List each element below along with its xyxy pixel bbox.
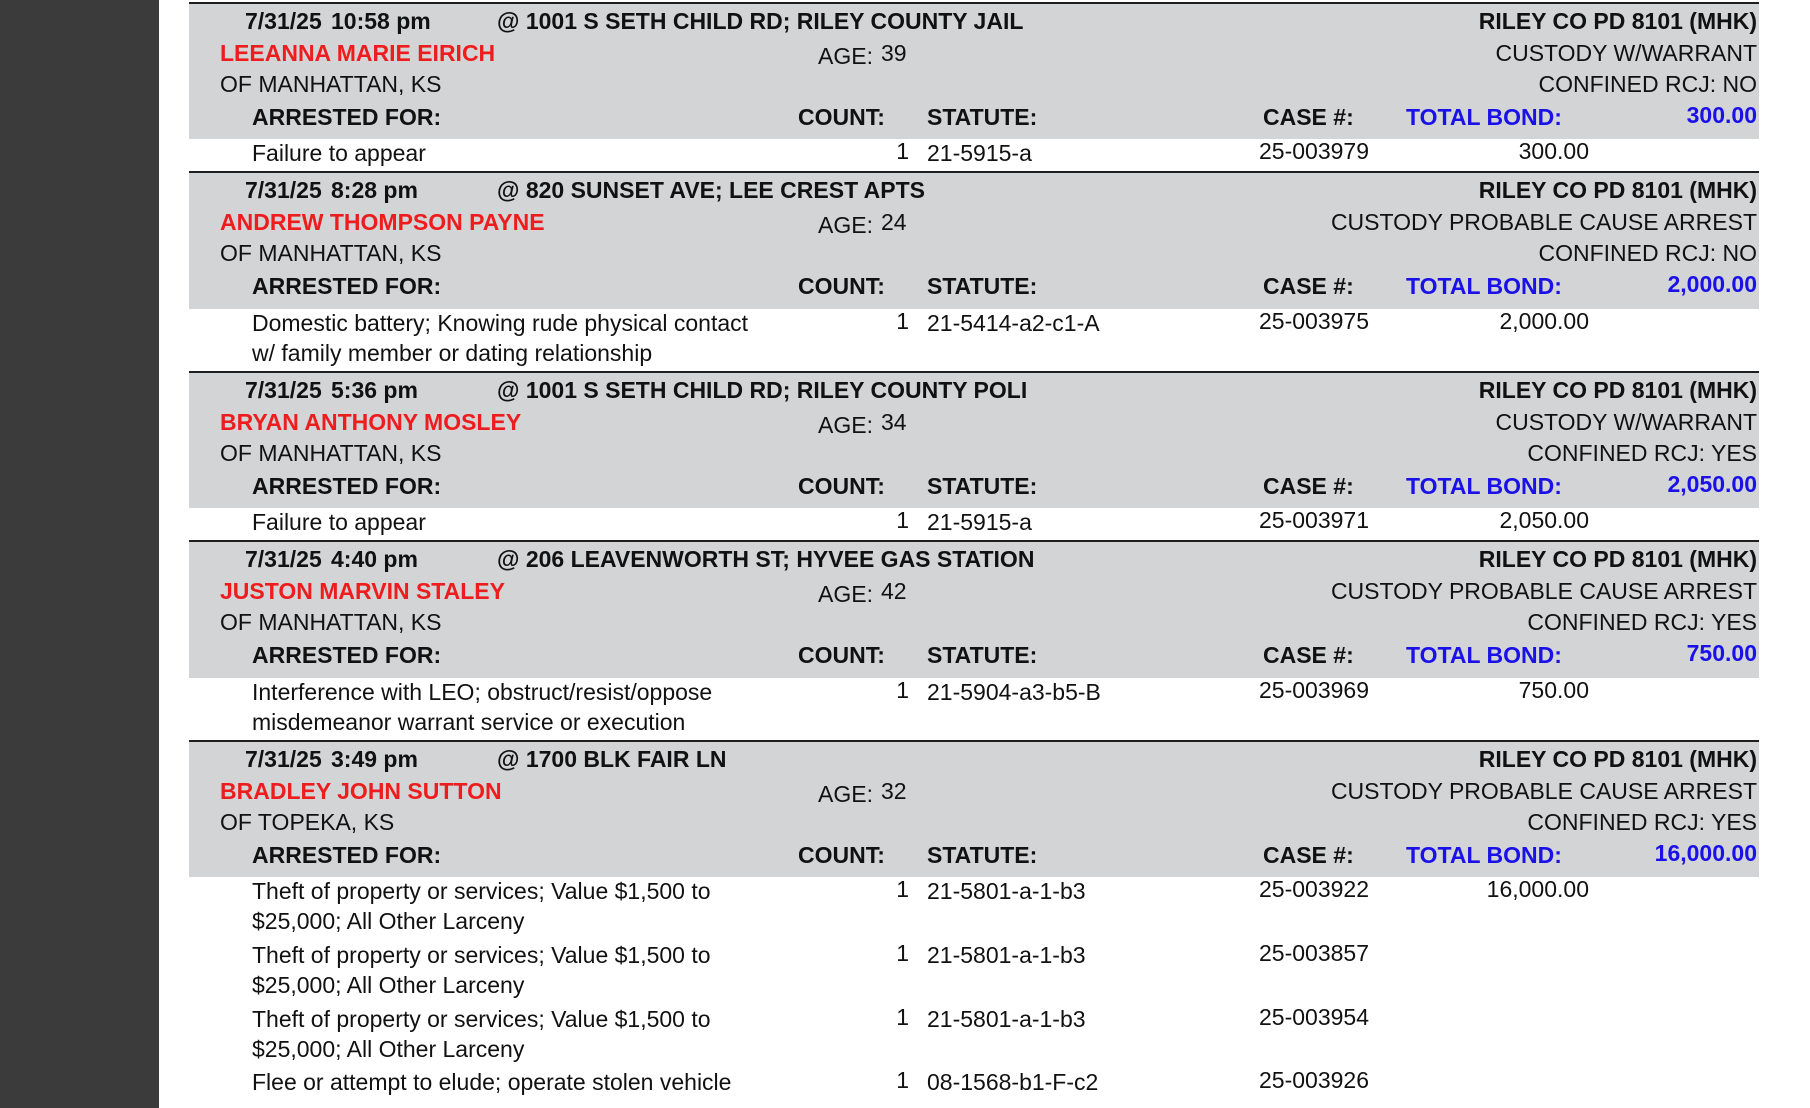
agency: RILEY CO PD 8101 (MHK) (1478, 746, 1757, 772)
charge-description: Failure to appear (252, 140, 426, 166)
arrest-time: 10:58 pm (331, 8, 431, 34)
age-label: AGE: (818, 581, 873, 607)
charge-bond: 2,000.00 (1499, 308, 1589, 334)
charge-description: Flee or attempt to elude; operate stolen vehicle (252, 1069, 732, 1095)
charge-statute: 21-5801-a-1-b3 (927, 878, 1086, 904)
total-bond-label: TOTAL BOND: (1406, 642, 1562, 668)
charge-case-number: 25-003926 (1259, 1067, 1369, 1093)
statute-label: STATUTE: (927, 642, 1038, 668)
charge-description-cont: misdemeanor warrant service or execution (252, 709, 686, 735)
arrestee-name: BRADLEY JOHN SUTTON (220, 778, 502, 804)
arrested-for-label: ARRESTED FOR: (252, 473, 442, 499)
confined-status: CONFINED RCJ: NO (1538, 240, 1757, 266)
arrested-for-label: ARRESTED FOR: (252, 842, 442, 868)
count-label: COUNT: (798, 473, 885, 499)
age-label: AGE: (818, 43, 873, 69)
total-bond-label: TOTAL BOND: (1406, 842, 1562, 868)
case-label: CASE #: (1263, 473, 1354, 499)
confined-status: CONFINED RCJ: YES (1527, 609, 1757, 635)
arrested-for-label: ARRESTED FOR: (252, 642, 442, 668)
charge-count: 1 (896, 940, 909, 966)
charge-bond: 2,050.00 (1499, 507, 1589, 533)
residence: OF MANHATTAN, KS (220, 440, 442, 466)
arrested-for-label: ARRESTED FOR: (252, 273, 442, 299)
record-header (189, 2, 1759, 139)
confined-status: CONFINED RCJ: NO (1538, 71, 1757, 97)
charge-description-cont: $25,000; All Other Larceny (252, 972, 525, 998)
agency: RILEY CO PD 8101 (MHK) (1478, 546, 1757, 572)
age-value: 32 (881, 778, 907, 804)
charge-statute: 08-1568-b1-F-c2 (927, 1069, 1099, 1095)
charge-count: 1 (896, 1004, 909, 1030)
charge-description: Failure to appear (252, 509, 426, 535)
statute-label: STATUTE: (927, 273, 1038, 299)
charge-bond: 750.00 (1518, 677, 1589, 703)
case-label: CASE #: (1263, 642, 1354, 668)
charge-case-number: 25-003954 (1259, 1004, 1369, 1030)
statute-label: STATUTE: (927, 473, 1038, 499)
confined-status: CONFINED RCJ: YES (1527, 809, 1757, 835)
arrest-location: @ 1700 BLK FAIR LN (497, 746, 727, 772)
total-bond-value: 2,000.00 (1667, 271, 1757, 297)
count-label: COUNT: (798, 842, 885, 868)
arrest-time: 3:49 pm (331, 746, 418, 772)
charge-case-number: 25-003975 (1259, 308, 1369, 334)
booking-report-page (159, 0, 1810, 1108)
charge-description-cont: w/ family member or dating relationship (252, 340, 653, 366)
arrest-date: 7/31/25 (245, 546, 322, 572)
arrestee-name: JUSTON MARVIN STALEY (220, 578, 505, 604)
charge-statute: 21-5915-a (927, 140, 1032, 166)
custody-type: CUSTODY PROBABLE CAUSE ARREST (1330, 578, 1757, 604)
count-label: COUNT: (798, 642, 885, 668)
age-label: AGE: (818, 412, 873, 438)
age-value: 24 (881, 209, 907, 235)
record-header (189, 540, 1759, 678)
charge-count: 1 (896, 876, 909, 902)
charge-description: Interference with LEO; obstruct/resist/oppose (252, 679, 713, 705)
arrest-location: @ 206 LEAVENWORTH ST; HYVEE GAS STATION (497, 546, 1035, 572)
arrest-record (189, 740, 1759, 1108)
total-bond-label: TOTAL BOND: (1406, 273, 1562, 299)
age-value: 34 (881, 409, 907, 435)
charge-statute: 21-5801-a-1-b3 (927, 942, 1086, 968)
arrest-date: 7/31/25 (245, 746, 322, 772)
charge-statute: 21-5414-a2-c1-A (927, 310, 1100, 336)
age-value: 39 (881, 40, 907, 66)
record-header (189, 740, 1759, 877)
record-header (189, 371, 1759, 508)
charge-case-number: 25-003979 (1259, 138, 1369, 164)
charge-description: Theft of property or services; Value $1,500 to (252, 942, 711, 968)
arrested-for-label: ARRESTED FOR: (252, 104, 442, 130)
total-bond-value: 2,050.00 (1667, 471, 1757, 497)
arrest-date: 7/31/25 (245, 377, 322, 403)
residence: OF MANHATTAN, KS (220, 609, 442, 635)
arrest-record (189, 540, 1759, 740)
arrestee-name: LEEANNA MARIE EIRICH (220, 40, 496, 66)
arrest-location: @ 1001 S SETH CHILD RD; RILEY COUNTY POLI (497, 377, 1028, 403)
agency: RILEY CO PD 8101 (MHK) (1478, 8, 1757, 34)
custody-type: CUSTODY PROBABLE CAUSE ARREST (1330, 778, 1757, 804)
confined-status: CONFINED RCJ: YES (1527, 440, 1757, 466)
count-label: COUNT: (798, 273, 885, 299)
arrest-record (189, 171, 1759, 371)
custody-type: CUSTODY PROBABLE CAUSE ARREST (1330, 209, 1757, 235)
agency: RILEY CO PD 8101 (MHK) (1478, 377, 1757, 403)
charge-description: Theft of property or services; Value $1,500 to (252, 878, 711, 904)
charge-statute: 21-5904-a3-b5-B (927, 679, 1101, 705)
charge-bond: 300.00 (1518, 138, 1589, 164)
arrest-date: 7/31/25 (245, 8, 322, 34)
arrest-time: 4:40 pm (331, 546, 418, 572)
arrest-time: 8:28 pm (331, 177, 418, 203)
total-bond-value: 16,000.00 (1654, 840, 1757, 866)
residence: OF TOPEKA, KS (220, 809, 395, 835)
charge-case-number: 25-003922 (1259, 876, 1369, 902)
arrestee-name: BRYAN ANTHONY MOSLEY (220, 409, 522, 435)
record-header (189, 171, 1759, 309)
total-bond-value: 300.00 (1686, 102, 1757, 128)
charge-case-number: 25-003969 (1259, 677, 1369, 703)
arrest-time: 5:36 pm (331, 377, 418, 403)
age-label: AGE: (818, 212, 873, 238)
charge-count: 1 (896, 507, 909, 533)
arrestee-name: ANDREW THOMPSON PAYNE (220, 209, 545, 235)
residence: OF MANHATTAN, KS (220, 71, 442, 97)
arrest-location: @ 820 SUNSET AVE; LEE CREST APTS (497, 177, 925, 203)
charge-count: 1 (896, 138, 909, 164)
total-bond-label: TOTAL BOND: (1406, 473, 1562, 499)
arrest-date: 7/31/25 (245, 177, 322, 203)
charge-count: 1 (896, 308, 909, 334)
custody-type: CUSTODY W/WARRANT (1495, 409, 1757, 435)
charge-count: 1 (896, 1067, 909, 1093)
case-label: CASE #: (1263, 273, 1354, 299)
arrest-record (189, 371, 1759, 540)
charge-bond: 16,000.00 (1486, 876, 1589, 902)
total-bond-label: TOTAL BOND: (1406, 104, 1562, 130)
case-label: CASE #: (1263, 104, 1354, 130)
case-label: CASE #: (1263, 842, 1354, 868)
arrest-location: @ 1001 S SETH CHILD RD; RILEY COUNTY JAIL (497, 8, 1024, 34)
charge-description: Theft of property or services; Value $1,500 to (252, 1006, 711, 1032)
agency: RILEY CO PD 8101 (MHK) (1478, 177, 1757, 203)
age-value: 42 (881, 578, 907, 604)
statute-label: STATUTE: (927, 104, 1038, 130)
charge-description-cont: $25,000; All Other Larceny (252, 908, 525, 934)
charge-count: 1 (896, 677, 909, 703)
total-bond-value: 750.00 (1686, 640, 1757, 666)
charge-description-cont: $25,000; All Other Larceny (252, 1036, 525, 1062)
charge-case-number: 25-003857 (1259, 940, 1369, 966)
custody-type: CUSTODY W/WARRANT (1495, 40, 1757, 66)
charge-statute: 21-5801-a-1-b3 (927, 1006, 1086, 1032)
residence: OF MANHATTAN, KS (220, 240, 442, 266)
charge-statute: 21-5915-a (927, 509, 1032, 535)
charge-case-number: 25-003971 (1259, 507, 1369, 533)
arrest-record (189, 2, 1759, 171)
count-label: COUNT: (798, 104, 885, 130)
statute-label: STATUTE: (927, 842, 1038, 868)
charge-description: Domestic battery; Knowing rude physical contact (252, 310, 749, 336)
age-label: AGE: (818, 781, 873, 807)
